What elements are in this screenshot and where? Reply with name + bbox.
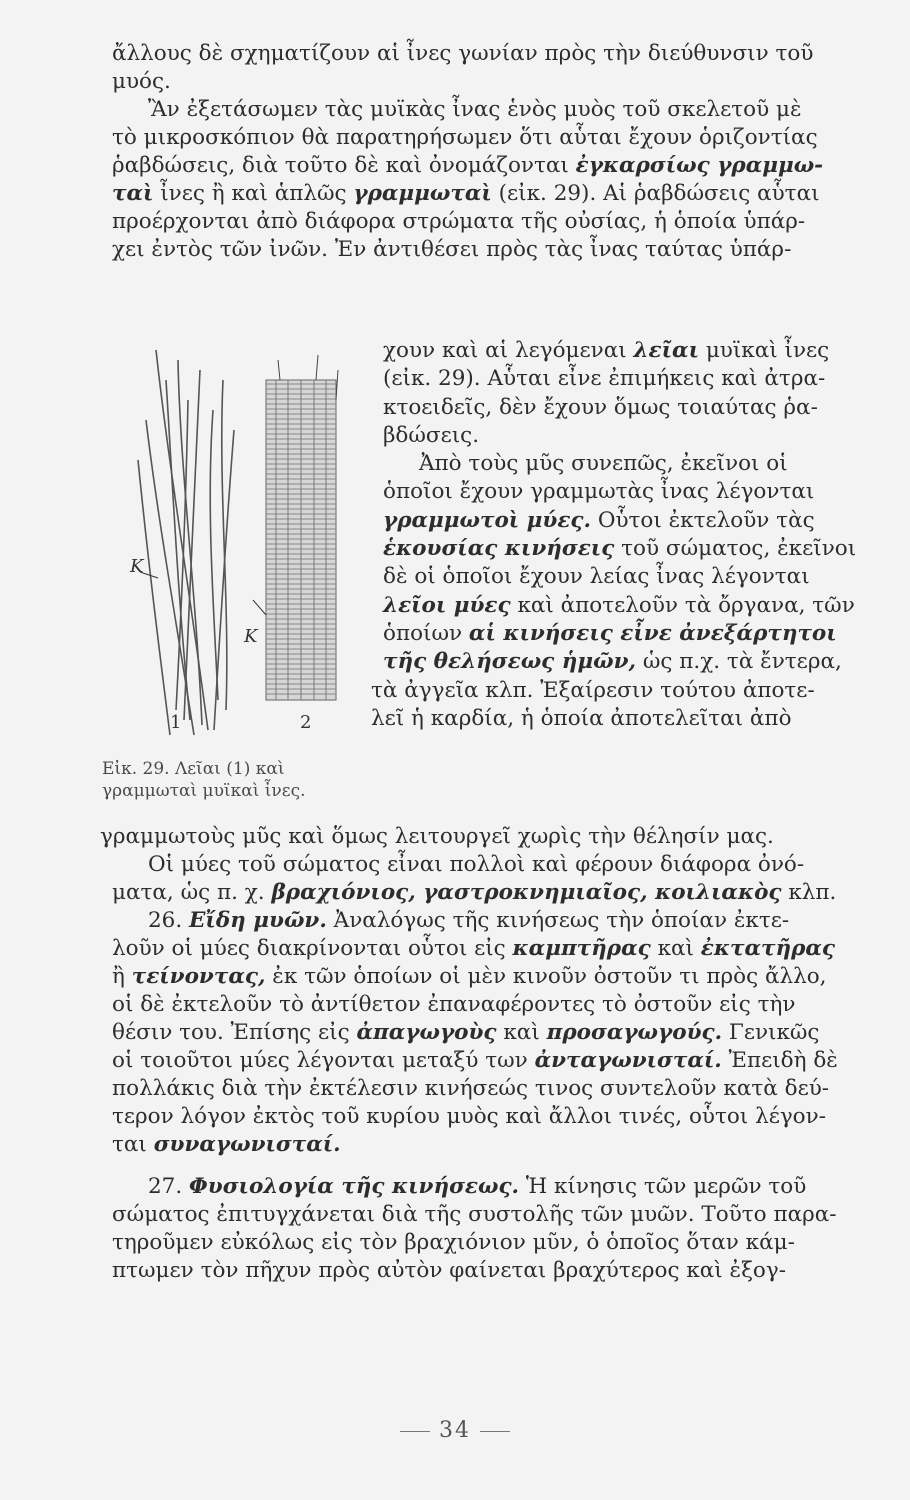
right-column-text [371,337,858,733]
muscle-fibers-figure [118,340,368,740]
page-number-value: 34 [439,1418,471,1443]
text-segment: ὡς π.χ. τὰ ἔντερα, [642,649,842,675]
label-fig-1: 1 [170,712,182,733]
paragraph-continuation [112,40,852,96]
caption-line: Εἰκ. 29. Λεῖαι (1) καὶ [102,759,285,779]
emphasis-term: καμπτῆρας [512,936,651,961]
text-segment: χουν καὶ αἱ λεγόμεναι [383,338,627,363]
paragraph-microscope [112,96,852,264]
text-line: (εἰκ. 29). Αὗται εἶνε ἐπιμήκεις καὶ ἀτρα- [383,366,826,392]
text-line: μυός. [112,69,171,94]
text-segment: ῥαβδώσεις, διὰ τοῦτο δὲ καὶ ὀνομάζονται [112,153,569,178]
text-line [383,337,858,365]
text-line: κτοειδεῖς, δὲν ἔχουν ὅμως τοιαύτας ῥα- [383,394,818,420]
emphasis-term: προσαγωγούς. [546,1020,723,1045]
label-fig-2: 2 [300,712,312,733]
text-segment: θέσιν του. Ἐπίσης εἰς [112,1020,350,1045]
caption-line: γραμμωταὶ μυϊκαὶ ἶνες. [102,781,306,801]
label-k-right: K [244,626,258,647]
emphasis-term: ἀνταγωνισταί. [534,1048,722,1073]
emphasis-term: γραμμωταὶ [353,181,492,206]
emphasis-term: συναγωνισταί. [153,1132,341,1157]
text-line: γραμμωτοὺς μῦς καὶ ὅμως λειτουργεῖ χωρὶς τὴν θέλησίν μας. [100,824,774,849]
section-number: 26. [148,908,183,933]
text-line: πολλάκις διὰ τὴν ἐκτέλεσιν κινήσεώς τινος συντελοῦν κατὰ δεύ- [112,1076,830,1101]
section-27-heading-line [112,1173,852,1201]
text-segment: καὶ [657,936,694,961]
text-line: ἄλλους δὲ σχηματίζουν αἱ ἶνες γωνίαν πρὸς τὴν διεύθυνσιν τοῦ [112,41,814,66]
text-line: λεῖ ἡ καρδία, ἡ ὁποία ἀποτελεῖται ἀπὸ [371,705,792,731]
text-line: Οἱ μύες τοῦ σώματος εἶναι πολλοὶ καὶ φέρουν διάφορα ὀνό- [148,852,805,877]
text-line: σώματος ἐπιτυγχάνεται διὰ τῆς συστολῆς τῶν μυῶν. Τοῦτο παρα- [112,1202,837,1227]
text-line [112,963,852,991]
text-line: οἱ δὲ ἐκτελοῦν τὸ ἀντίθετον ἐπαναφέροντες τὸ ὀστοῦν εἰς τὴν [112,992,796,1017]
text-segment: Ἡ κίνησις τῶν μερῶν τοῦ [525,1174,807,1199]
text-line: προέρχονται ἀπὸ διάφορα στρώματα τῆς οὐσίας, ἡ ὁποία ὑπάρ- [112,209,806,234]
text-line: ταὶ ἶνες ἢ καὶ ἁπλῶς γραμμωταὶ (εἰκ. 29). Αἱ ῥαβδώσεις αὗται [112,181,820,206]
text-segment: καὶ [503,1020,540,1045]
text-segment: λοῦν οἱ μύες διακρίνονται οὗτοι εἰς [112,936,506,961]
text-line [112,152,852,180]
text-segment: Οὗτοι ἐκτελοῦν τὰς [597,507,815,533]
emphasis-term: λεῖαι [633,338,699,363]
section-number: 27. [148,1174,183,1199]
text-line [383,535,858,563]
section-title: Εἴδη μυῶν. [189,908,327,933]
emphasis-term: ἐκτατῆρας [700,936,836,961]
emphasis-term: ταὶ [112,181,154,206]
section-title: Φυσιολογία τῆς κινήσεως. [189,1174,520,1199]
dash-left [400,1431,430,1432]
emphasis-term: ἑκουσίας κινήσεις [383,536,615,562]
text-segment: ἐκ τῶν ὁποίων οἱ μὲν κινοῦν ὀστοῦν τι πρὸς ἄλλο, [272,964,827,989]
text-line [383,620,858,648]
text-line: Ἂν ἐξετάσωμεν τὰς μυϊκὰς ἶνας ἑνὸς μυὸς τοῦ σκελετοῦ μὲ [148,97,802,122]
emphasis-term: ἀπαγωγοὺς [356,1020,497,1045]
text-line: πτωμεν τὸν πῆχυν πρὸς αὐτὸν φαίνεται βραχύτερος καὶ ἐξογ- [112,1258,786,1283]
text-line [112,1047,852,1075]
muscle-fibers-illustration [118,340,368,740]
text-segment: ἢ [112,964,125,989]
lower-text-block [100,823,852,1285]
text-line [112,935,852,963]
emphasis-term: τῆς θελήσεως ἡμῶν, [383,649,637,675]
emphasis-term: τείνοντας, [131,964,266,989]
text-line: τὰ ἀγγεῖα κλπ. Ἐξαίρεσιν τούτου ἀποτε- [371,677,815,703]
text-line: βδώσεις. [383,422,480,448]
section-26-heading-line [112,907,852,935]
text-line [383,507,858,535]
top-text-block [112,40,852,264]
emphasis-term: αἱ κινήσεις εἶνε ἀνεξάρτητοι [468,620,837,646]
text-segment: Ἀναλόγως τῆς κινήσεως τὴν ὁποίαν ἐκτε- [333,908,790,933]
text-line: χει ἐντὸς τῶν ἰνῶν. Ἐν ἀντιθέσει πρὸς τὰς ἶνας ταύτας ὑπάρ- [112,237,792,262]
text-line: Ἀπὸ τοὺς μῦς συνεπῶς, ἐκεῖνοι οἱ [419,451,788,477]
text-segment: κλπ. [788,880,837,905]
text-line [112,879,852,907]
text-segment: τοῦ σώματος, ἐκεῖνοι [621,536,857,562]
text-segment: μυϊκαὶ ἶνες [705,338,830,363]
text-line [112,1131,852,1159]
text-segment: καὶ ἀποτελοῦν τὰ ὄργανα, τῶν [517,592,855,618]
text-line [112,1019,852,1047]
text-line [383,592,858,620]
text-segment: Γενικῶς [728,1020,820,1045]
emphasis-term: ἐγκαρσίως γραμμω- [575,153,824,178]
text-line: δὲ οἱ ὁποῖοι ἔχουν λείας ἶνας λέγονται [383,564,810,590]
text-line: τερον λόγον ἐκτὸς τοῦ κυρίου μυὸς καὶ ἄλλοι τινές, οὗτοι λέγον- [112,1104,826,1129]
text-line [383,648,858,676]
dash-right [480,1431,510,1432]
text-line: ὁποῖοι ἔχουν γραμμωτὰς ἶνας λέγονται [383,479,815,505]
emphasis-term: γραμμωτοὶ μύες. [383,507,591,533]
figure-caption [102,758,352,802]
text-segment: (εἰκ. 29). Αἱ ῥαβδώσεις αὗται [498,181,820,206]
text-segment: οἱ τοιοῦτοι μύες λέγονται μεταξύ των [112,1048,528,1073]
label-k-left: K [130,556,144,577]
text-segment: ὁποίων [383,620,463,646]
text-segment: ται [112,1132,147,1157]
text-segment: ματα, ὡς π. χ. [112,880,265,905]
text-line: τὸ μικροσκόπιον θὰ παρατηρήσωμεν ὅτι αὗται ἔχουν ὁριζοντίας [112,125,818,150]
page-number [0,1418,910,1443]
text-segment: Ἐπειδὴ δὲ [728,1048,838,1073]
emphasis-term: βραχιόνιος, γαστροκνημιαῖος, κοιλιακὸς [271,880,782,905]
text-line: τηροῦμεν εὐκόλως εἰς τὸν βραχιόνιον μῦν, ὁ ὁποῖος ὅταν κάμ- [112,1230,795,1255]
emphasis-term: λεῖοι μύες [383,592,511,618]
